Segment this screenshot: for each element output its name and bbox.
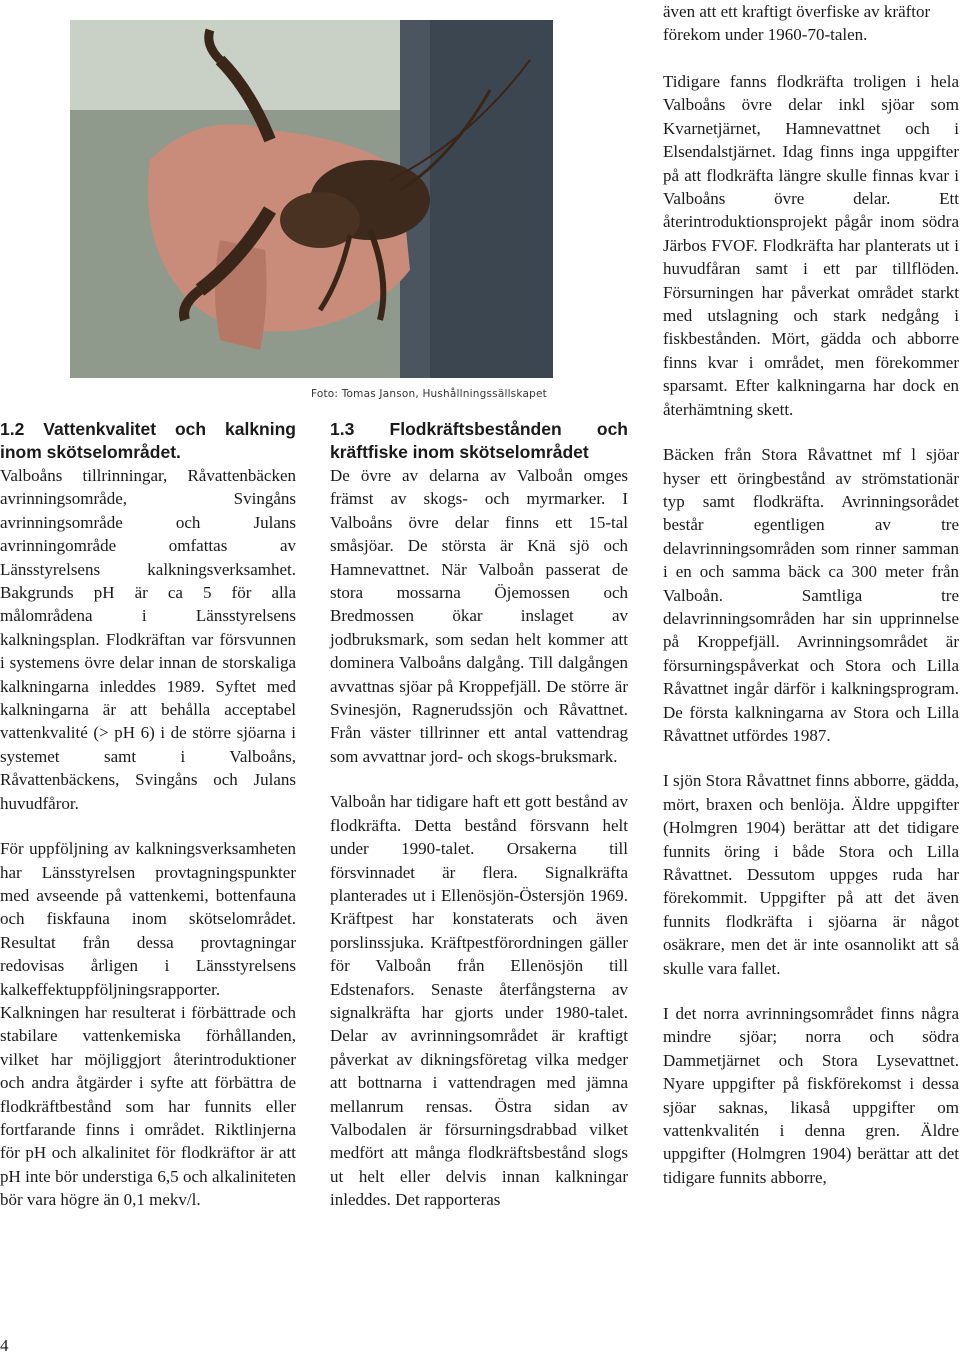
section-1-2-paragraph-1: Valboåns tillrinningar, Råvattenbäcken avrinningsområde, Svingåns avrinningsområde och Julans avrinningområde omfattas av Länsstyrelsens kalkningsverksamhet. Bakgrunds pH är ca 5 för alla målområdena i Länsstyrelsens kalkningsplan. Flodkräftan var försvunnen i systemens övre delar innan de storskaliga kalkningarna inleddes 1989. Syftet med kalkningarna är att behålla acceptabel vattenkvalité (> pH 6) i de större sjöarna i systemet samt i Valboåns, Råvattenbäckens, Svingåns och Julans huvudfåror. [0, 466, 296, 813]
col3-paragraph-1: Tidigare fanns flodkräfta troligen i hela Valboåns övre delar inkl sjöar som Kvarnetjärnet, Hamnevattnet och i Elsendalstjärnet. Idag finns inga uppgifter på att flodkräfta längre skulle finnas kvar i Valboåns övre delar. Ett återintroduktionsprojekt pågår inom södra Järbos FVOF. Flodkräfta har planterats ut i huvudfåran samt i ett par tillflöden. Försurningen har påverkat området starkt med utslagning och stark nedgång i fiskbestånden. Mört, gädda och abborre finns kvar i området, men förekommer sparsamt. Efter kalkningarna har dock en återhämtning skett. [663, 72, 959, 419]
section-1-3-paragraph-2: Valboån har tidigare haft ett gott bestånd av flodkräfta. Detta bestånd försvann helt under 1990-talet. Orsakerna till försvinnadet är flera. Signalkräfta planterades ut i Ellenösjön-Östersjön 1969. Kräftpest har konstaterats och även porslinssjuka. Kräftpestförordningen gäller för Valboån från Ellenösjön till Edstenafors. Senaste återfångsterna av signalkräfta har gjorts under 1980-talet. Delar av avrinningsområdet är kraftigt påverkat av dikningsföretag vilka medger att bottnarna i vattendragen med jämna mellanrum rensas. Östra sidan av Valbodalen är försurningsdrabbad vilket medfört att många flodkräftsbestånd slogs ut helt eller delvis innan kalkningar inleddes. Det rapporteras [330, 792, 628, 1210]
photo-caption: Foto: Tomas Janson, Hushållningssällskapet [311, 388, 547, 400]
section-1-2-heading: 1.2 Vattenkvalitet och kalkning inom skötselområdet. [0, 419, 296, 462]
page-number: 4 [0, 1336, 9, 1355]
col3-paragraph-2: Bäcken från Stora Råvattnet mf l sjöar hyser ett öringbestånd av strömstationär typ samt flodkräfta. Avrinningsorådet består egentligen av tre delavrinningsområden som rinner samman i en och samma bäck ca 300 meter från Valboån. Samtliga tre delavrinningsområden har sin upprinnelse på Kroppefjäll. Avrinningsområdet är försurningspåverkat och Stora och Lilla Råvattnet ingår därför i kalkningsprogram. De första kalkningarna av Stora och Lilla Råvattnet utfördes 1987. [663, 445, 959, 745]
column-2 [330, 418, 628, 1234]
column-3 [663, 70, 959, 1211]
crayfish-photo [70, 20, 553, 378]
col3-paragraph-4: I det norra avrinningsområdet finns några mindre sjöar; norra och södra Dammetjärnet och Stora Lysevattnet. Nyare uppgifter på fiskförekomst i dessa sjöar saknas, likaså uppgifter om vattenkvalitén i denna gren. Äldre uppgifter (Holmgren 1904) berättar att det tidigare funnits abborre, [663, 1004, 959, 1187]
crayfish-illustration [70, 20, 553, 378]
col3-paragraph-3: I sjön Stora Råvattnet finns abborre, gädda, mört, braxen och benlöja. Äldre uppgifter (Holmgren 1904) berättar att det tidigare funnits öring i både Stora och Lilla Råvattnet. Dessutom uppges ruda har förekommit. Uppgifter på att det även funnits flodkräfta i sjöarna är något osäkrare, men det är inte osannolikt att så skulle vara fallet. [663, 771, 959, 978]
section-1-3-paragraph-1: De övre av delarna av Valboån omges främst av skogs- och myrmarker. I Valboåns övre delar finns ett 15-tal småsjöar. De största är Knä sjö och Hamnevattnet. När Valboån passerat de stora mossarna Öjemossen och Bredmossen ökar inslaget av jodbruksmark, som sedan helt kommer att dominera Valboåns dalgång. Till dalgången avvattnas sjöar på Kroppefjäll. De större är Svinesjön, Ragnerudssjön och Råvattnet. Från väster tillrinner ett antal vattendrag som avvattnar jord- och skogs-bruksmark. [330, 466, 628, 766]
section-1-3-heading: 1.3 Flodkräftsbestånden och kräftfiske inom skötselområdet [330, 419, 628, 462]
column-1 [0, 418, 296, 1234]
section-1-2-paragraph-2: För uppföljning av kalkningsverksamheten har Länsstyrelsen provtagningspunkter med avseende på vattenkemi, bottenfauna och fiskfauna inom skötselområdet. Resultat från dessa provtagningar redovisas årligen i Länsstyrelsens kalkeffektuppföljningsrapporter. Kalkningen har resulterat i förbättrade och stabilare vattenkemiska förhållanden, vilket har möjliggjort återintroduktioner och andra åtgärder i syfte att förbättra de flodkräftbestånd som har funnits eller fortfarande finns i området. Riktlinjerna för pH och alkalinitet för flodkräftor är att pH inte bör understiga 6,5 och alkaliniteten bör vara högre än 0,1 mekv/l. [0, 839, 296, 1210]
top-right-text: även att ett kraftigt överfiske av kräftor förekom under 1960-70-talen. [663, 2, 931, 45]
